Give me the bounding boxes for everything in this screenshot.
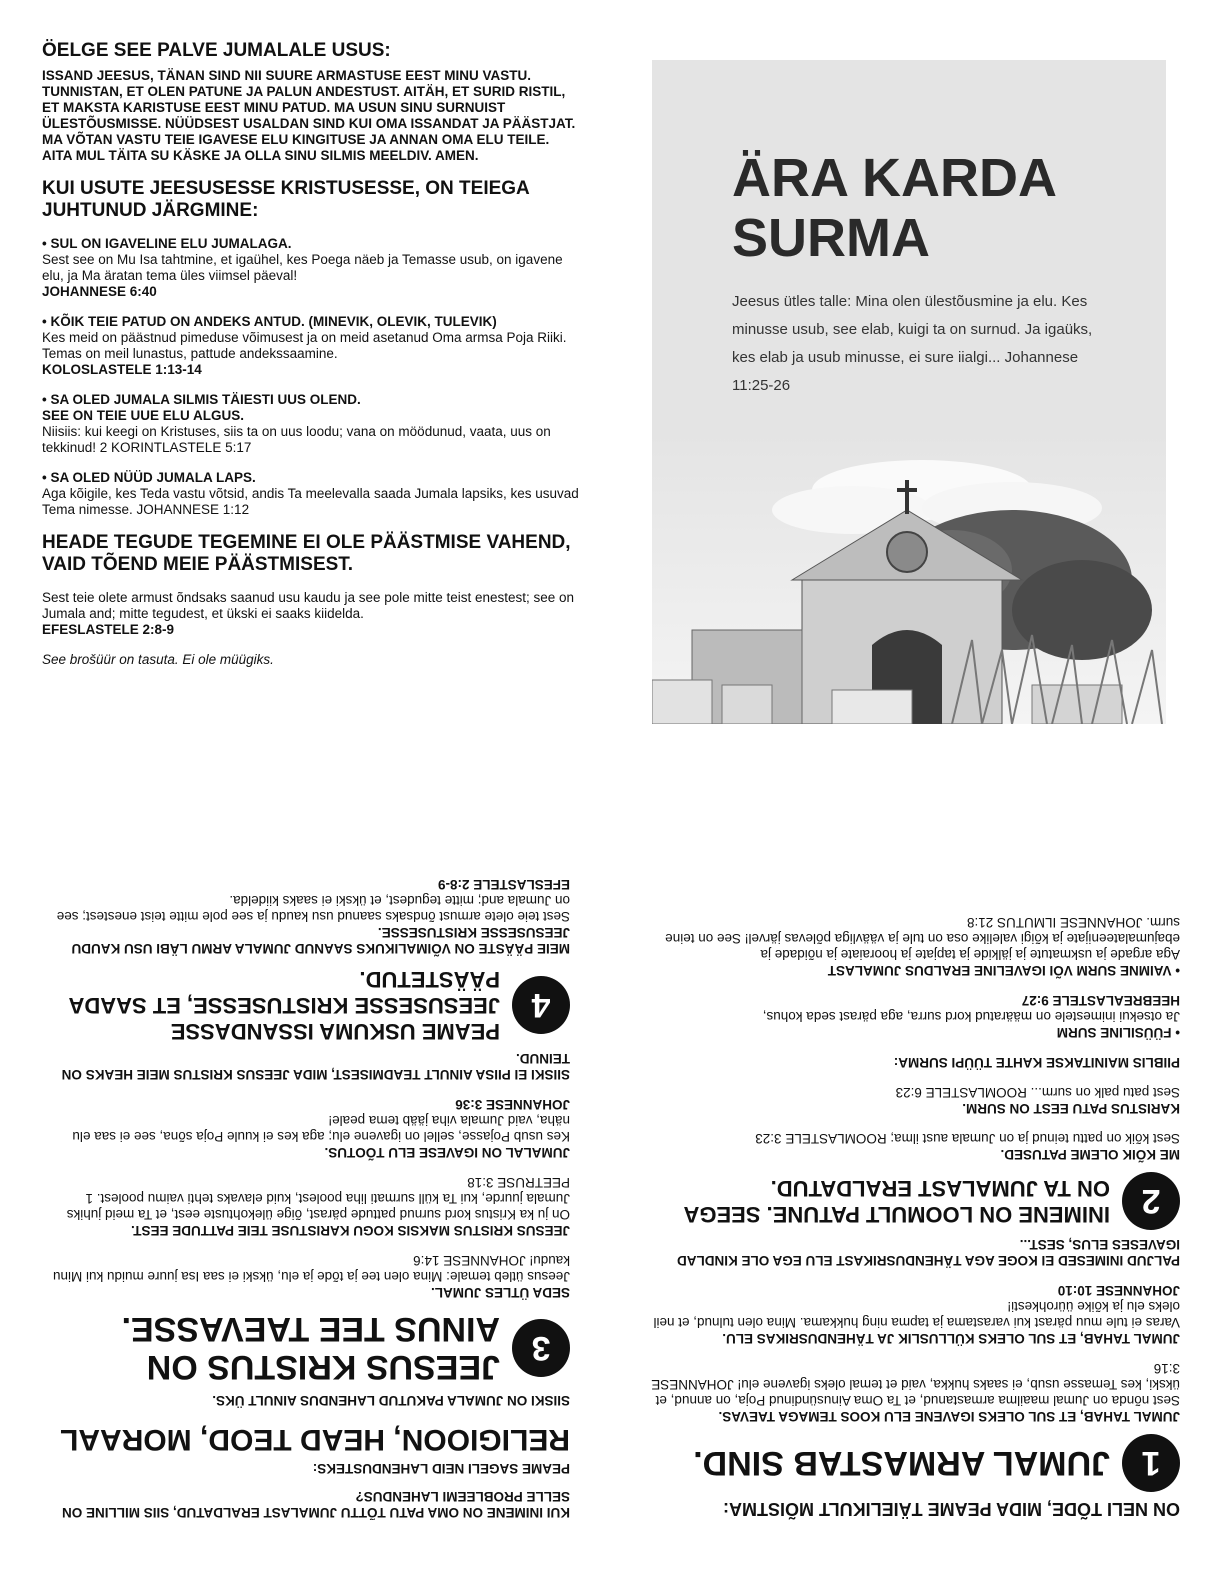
cover-title-line1: ÄRA KARDA <box>732 148 1057 208</box>
point-title: • SUL ON IGAVELINE ELU JUMALAGA. <box>42 236 292 251</box>
believers-heading: KUI USUTE JEESUSESSE KRISTUSESSE, ON TEIEGA JUHTUNUD JÄRGMINE: <box>42 178 530 221</box>
free-note: See brošüür on tasuta. Ei ole müügiks. <box>42 652 274 667</box>
works-heading: HEADE TEGUDE TEGEMINE EI OLE PÄÄSTMISE VAHEND, VAID TÕEND MEIE PÄÄSTMISEST. <box>42 532 571 575</box>
truth-3d-text: SIISKI EI PIISA AINULT TEADMISEST, MIDA JEESUS KRISTUS MEIE HEAKS ON TEINUD. <box>61 1051 570 1082</box>
solution-intro: KUI INIMENE ON OMA PATU TÕTTU JUMALAST ERALDATUD, SIIS MILLINE ON SELLE PROBLEEMI LAHENDUS? <box>62 1489 570 1520</box>
truth-2b-text: Sest patu palk on surm... ROOMLASTELE 6:23 <box>895 1085 1180 1100</box>
four-truths-panel <box>650 820 1180 1520</box>
truth-1b-title: JUMAL TAHAB, ET SUL OLEKS KÜLLUSLIK JA TÄHENDUSRIKAS ELU. <box>722 1331 1180 1346</box>
point-subtitle: SEE ON TEIE UUE ELU ALGUS. <box>42 408 245 423</box>
cover-title-line2: SURMA <box>732 208 930 268</box>
solution-intro2: PEAME SAGELI NEID LAHENDUSTEKS: <box>312 1461 570 1476</box>
prayer-text: ISSAND JEESUS, TÄNAN SIND NII SUURE ARMASTUSE EEST MINU VASTU. TUNNISTAN, ET OLEN PATUNE JA PALUN ANDESTUST. AITÄH, ET SURID RISTIL, ET MAKSTA KARISTUSE EEST MINU PATUD. MA USUN SINU SURNUIST ÜLESTÕUSMISSE. NÜÜDSEST USALDAN SIND KUI OMA ISSANDAT JA PÄÄSTJAT. MA VÕTAN VASTU TEIE IGAVESE ELU KINGITUSE JA ANNAN OMA ELU TEILE. AITA MUL TÄITA SU KÄSKE JA OLLA SINU SILMIS MEELDIV. AMEN. <box>42 68 576 163</box>
cover-verse: Jeesus ütles talle: Mina olen ülestõusmine ja elu. Kes minusse usub, see elab, kuigi ta on surnud. Ja igaüks, kes elab ja usub minusse, ei sure iialgi... Johannese 11:25-26 <box>732 293 1093 394</box>
point-title: • SA OLED NÜÜD JUMALA LAPS. <box>42 470 256 485</box>
truth-1-title: JUMAL TAHAB, ET SUL OLEKS IGAVENE ELU KOOS TEMAGA TAEVAS. <box>718 1409 1180 1424</box>
point-ref: JOHANNESE 6:40 <box>42 284 157 299</box>
four-truths-intro: ON NELI TÕDE, MIDA PEAME TÄIELIKULT MÕISTMA: <box>723 1499 1180 1519</box>
point-new-creation <box>42 392 582 456</box>
works-ref: EFESLASTELE 2:8-9 <box>42 622 175 637</box>
solution-intro3: SIISKI ON JUMALA PAKUTUD LAHENDUS AINULT ÜKS. <box>212 1393 570 1408</box>
truth-1b-ref: JOHANNESE 10:10 <box>1057 1283 1180 1298</box>
point-text: Aga kõigile, kes Teda vastu võtsid, andis Ta meelevalla saada Jumala lapsiks, kes usuvad Tema nimesse. JOHANNESE 1:12 <box>42 486 579 517</box>
truth-2-text: Sest kõik on pattu teinud ja on Jumala aust ilma; ROOMLASTELE 3:23 <box>755 1131 1180 1146</box>
truth-3-header <box>40 1310 570 1386</box>
truth-4-title: MEIE PÄÄSTE ON VÕIMALIKUKS SAANUD JUMALA ARMU LÄBI USU KAUDU JEESUSESSE KRISTUSESSE. <box>71 925 570 956</box>
cemetery-chapel-photo <box>652 430 1166 724</box>
truth-2d-title: • FÜÜSILINE SURM <box>1056 1025 1180 1040</box>
truth-2b-title: KARISTUS PATU EEST ON SURM. <box>962 1101 1180 1116</box>
truth-1-header <box>650 1434 1180 1492</box>
truth-1c-title: PALJUD INIMESED EI KOGE AGA TÄHENDUSRIKAST ELU EGA OLE KINDLAD IGAVESES ELUS, SEST... <box>676 1237 1180 1268</box>
point-forgiven <box>42 314 582 378</box>
truth-3b-title: JEESUS KRISTUS MAKSIS KOGU KARISTUSE TEIE PATTUDE EEST. <box>130 1223 570 1238</box>
truth-3-heading: JEESUS KRISTUS ON AINUS TEE TAEVASSE. <box>121 1310 500 1386</box>
truth-4-heading: PEAME USKUMA ISSANDASSE JEESUSESSE KRISTUSESSE, ET SAADA PÄÄSTETUD. <box>69 967 500 1044</box>
truth-3-title: SEDA ÜTLES JUMAL. <box>430 1285 570 1300</box>
religion-heading: RELIGIOON, HEAD TEOD, MORAAL <box>60 1423 570 1456</box>
point-ref: KOLOSLASTELE 1:13-14 <box>42 362 202 377</box>
truth-3c-ref: JOHANNESE 3:36 <box>455 1097 570 1112</box>
truth-4-text: Sest teie olete armust õndsaks saanud usu kaudu ja see pole mitte teist enestest; see on Jumala and; mitte tegudest, et ükski ei saaks kiidelda. <box>56 893 570 924</box>
prayer-heading: ÖELGE SEE PALVE JUMALALE USUS: <box>42 40 391 61</box>
truth-2d-ref: HEEBREALASTELE 9:27 <box>1021 993 1180 1008</box>
truth-2d-text: Ja otsekui inimestele on määratud kord surra, aga pärast seda kohus, <box>762 1009 1180 1024</box>
truth-4-number: 4 <box>512 976 570 1034</box>
truth-2e-text: Aga argade ja uskmatute ja jälkide ja tapjate ja hooraiate ja nõidade ja ebajumalateenijate ja kõigi valelike osa on tule ja väävliga põlevas järvel! See on teine surm. JOHANNESE ILMUTUS 21:8 <box>665 915 1180 962</box>
truth-3b-text: On ju ka Kristus kord surnud pattude pärast, õige ülekohtuste eest, et Ta meid juhiks Jumala juurde, kui Ta küll surmati liha poolest, kuid elavaks tehti vaimu poolest. 1 PEETRUSE 3:18 <box>66 1175 570 1222</box>
point-child-of-god <box>42 470 582 518</box>
truth-2e-title: • VAIMNE SURM VÕI IGAVELINE ERALDUS JUMALAST <box>827 963 1180 978</box>
truth-1-text: Sest nõnda on Jumal maailma armastanud, et Ta Oma Ainusündinud Poja, on annud, et ükski, kes Temasse usub, ei saaks hukka, vaid et temal oleks igavene elu! JOHANNESE 3:16 <box>651 1361 1180 1408</box>
point-text: Sest see on Mu Isa tahtmine, et igaühel, kes Poega näeb ja Temasse usub, on igavene elu, ja Ma äratan tema üles viimsel päeval! <box>42 252 563 283</box>
truth-3-number: 3 <box>512 1319 570 1377</box>
truth-2-header <box>650 1172 1180 1230</box>
works-text: Sest teie olete armust õndsaks saanud usu kaudu ja see pole mitte teist enestest; see on Jumala and; mitte tegudest, et ükski ei saaks kiidelda. <box>42 590 575 621</box>
truth-1-number: 1 <box>1122 1434 1180 1492</box>
truth-2-title: ME KÕIK OLEME PATUSED. <box>1000 1147 1180 1162</box>
truth-2-heading: INIMENE ON LOOMULT PATUNE. SEEGA ON TA JUMALAST ERALDATUD. <box>684 1176 1110 1227</box>
point-title: • SA OLED JUMALA SILMIS TÄIESTI UUS OLEND. <box>42 392 361 407</box>
truth-1-heading: JUMAL ARMASTAB SIND. <box>693 1444 1110 1482</box>
point-text: Kes meid on päästnud pimeduse võimusest ja on meid asetanud Oma armsa Poja Riiki. Temas on meil lunastus, pattude andekssaamine. <box>42 330 567 361</box>
cover-panel <box>652 60 1166 724</box>
truth-4-ref: EFESLASTELE 2:8-9 <box>437 877 570 892</box>
cover-title <box>732 148 1057 268</box>
truth-3c-text: Kes usub Pojasse, sellel on igavene elu; aga kes ei kuule Poja sõna, see ei saa elu näha, vaid Jumala viha jääb tema peale! <box>72 1113 570 1144</box>
truth-2-number: 2 <box>1122 1172 1180 1230</box>
solution-panel <box>40 820 570 1520</box>
truth-4-header <box>40 966 570 1044</box>
point-text: Niisiis: kui keegi on Kristuses, siis ta on uus loodu; vana on möödunud, vaata, uus on tekkinud! 2 KORINTLASTELE 5:17 <box>42 424 551 455</box>
prayer-panel <box>42 40 582 667</box>
point-title: • KÕIK TEIE PATUD ON ANDEKS ANTUD. (MINEVIK, OLEVIK, TULEVIK) <box>42 314 497 329</box>
point-eternal-life <box>42 236 582 300</box>
truth-3c-title: JUMALAL ON IGAVESE ELU TÕOTUS. <box>324 1145 570 1160</box>
truth-2c-title: PIIBLIS MAINITAKSE KAHTE TÜÜPI SURMA: <box>893 1055 1180 1070</box>
truth-3-text: Jeesus ütleb temale: Mina olen tee ja tõde ja elu, ükski ei saa Isa juure muidu kui Minu kaudu! JOHANNESE 14:6 <box>52 1253 570 1284</box>
truth-1b-text: Varas ei tule muu pärast kui varastama ja tapma ning hukkama. Mina olen tulnud, et neil oleks elu ja kõike üürohkesti! <box>653 1299 1180 1330</box>
